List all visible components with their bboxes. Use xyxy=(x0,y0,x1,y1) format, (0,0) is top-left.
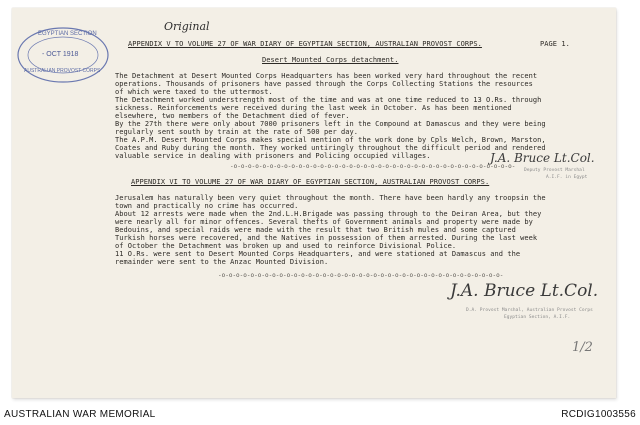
appendix-v-line: valuable service in dealing with prisoners and Policing occupied villages. xyxy=(115,152,431,160)
appendix-vi-line: were nearly all for minor offences. Several thefts of Government animals and property were made by xyxy=(115,218,533,226)
appendix-v-line: Coates and Ruby during the month. They worked untiringly throughout the difficult period and rendered xyxy=(115,144,546,152)
signature-appendix-vi: J.A. Bruce Lt.Col. xyxy=(450,281,599,301)
pencil-note: 1/2 xyxy=(572,340,593,355)
appendix-v-line: of which were taxed to the uttermost. xyxy=(115,88,273,96)
appendix-vi-line: 11 O.Rs. were sent to Desert Mounted Corps Headquarters, and were stationed at Damascus and the xyxy=(115,250,521,258)
original-annotation: Original xyxy=(164,20,210,33)
signature-caption: D.A. Provost Marshal, Australian Provost Corps xyxy=(466,308,593,313)
footer-item-id: RCDIG1003556 xyxy=(561,409,636,420)
appendix-vi-line: Bedouins, and special raids were made with the result that two British mules and some captured xyxy=(115,226,516,234)
signature-caption: A.I.F. in Egypt xyxy=(546,175,588,180)
signature-appendix-v: J.A. Bruce Lt.Col. xyxy=(490,151,595,165)
appendix-v-line: regularly sent south by train at the rate of 500 per day. xyxy=(115,128,359,136)
appendix-v-line: The A.P.M. Desert Mounted Corps makes special mention of the work done by Cpls Welch, Brown, Marston, xyxy=(115,136,546,144)
appendix-vi-line: remainder were sent to the Anzac Mounted Division. xyxy=(115,258,329,266)
appendix-v-subheading: Desert Mounted Corps detachment. xyxy=(262,56,399,64)
appendix-vi-line: Turkish horses were recovered, and the Natives in possession of them arrested. During the last week xyxy=(115,234,538,242)
stamp-top-text: EGYPTIAN SECTION xyxy=(38,31,97,37)
signature-caption: Deputy Provost Marshal xyxy=(524,168,585,173)
stamp-bottom-text: AUSTRALIAN PROVOST CORPS xyxy=(24,68,101,74)
stamp-date: - OCT 1918 xyxy=(42,51,79,58)
section-separator: -o-o-o-o-o-o-o-o-o-o-o-o-o-o-o-o-o-o-o-o-o-o-o-o-o-o-o-o-o-o-o-o-o-o-o-o-o-o-o- xyxy=(218,272,504,279)
appendix-v-line: sickness. Reinforcements were received during the last week in October. As has been mentioned xyxy=(115,104,512,112)
appendix-v-line: By the 27th there were only about 7000 prisoners left in the Compound at Damascus and they were being xyxy=(115,120,546,128)
appendix-vi-heading: APPENDIX VI TO VOLUME 27 OF WAR DIARY OF EGYPTIAN SECTION, AUSTRALIAN PROVOST CORPS. xyxy=(131,178,490,186)
appendix-vi-line: Jerusalem has naturally been very quiet throughout the month. There have been hardly any troopsin the xyxy=(115,194,546,202)
appendix-v-line: operations. Thousands of prisoners have passed through the Corps Collecting Stations the resources xyxy=(115,80,533,88)
footer-institution: AUSTRALIAN WAR MEMORIAL xyxy=(4,409,156,420)
appendix-vi-line: town and practically no crime has occurred. xyxy=(115,202,299,210)
section-separator: -o-o-o-o-o-o-o-o-o-o-o-o-o-o-o-o-o-o-o-o-o-o-o-o-o-o-o-o-o-o-o-o-o-o-o-o-o-o-o- xyxy=(230,163,516,170)
signature-caption: Egyptian Section, A.I.F. xyxy=(504,315,571,320)
page-number: PAGE 1. xyxy=(540,40,570,48)
appendix-v-line: The Detachment at Desert Mounted Corps Headquarters has been worked very hard throughout the recent xyxy=(115,72,538,80)
appendix-vi-line: of October the Detachment was broken up and used to reinforce Divisional Police. xyxy=(115,242,457,250)
appendix-v-line: elsewhere, two members of the Detachment died of fever. xyxy=(115,112,350,120)
appendix-v-heading: APPENDIX V TO VOLUME 27 OF WAR DIARY OF EGYPTIAN SECTION, AUSTRALIAN PROVOST CORPS. xyxy=(128,40,482,48)
appendix-v-line: The Detachment worked understrength most of the time and was at one time reduced to 13 O.Rs. through xyxy=(115,96,542,104)
appendix-vi-line: About 12 arrests were made when the 2nd.L.H.Brigade was passing through to the Deiran Area, but they xyxy=(115,210,542,218)
